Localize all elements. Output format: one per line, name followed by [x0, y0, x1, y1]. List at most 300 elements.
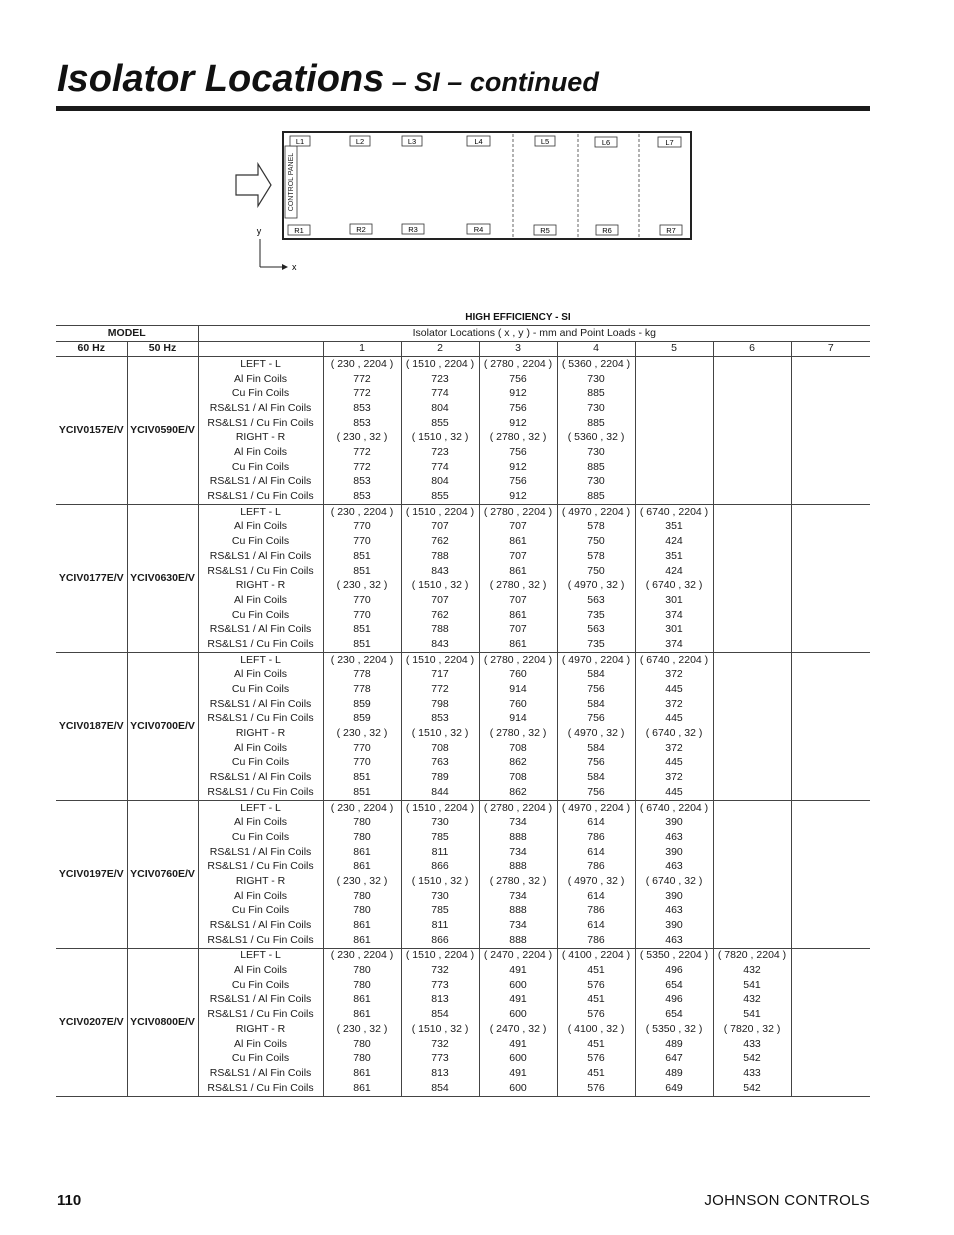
table-cell: [791, 785, 870, 800]
table-cell: [635, 446, 713, 461]
table-cell: 463: [635, 860, 713, 875]
table-cell: 584: [557, 697, 635, 712]
model-60hz: YCIV0207E/V: [56, 948, 127, 1096]
table-cell: [713, 697, 791, 712]
table-cell: 770: [323, 520, 401, 535]
table-cell: 772: [323, 446, 401, 461]
table-cell: 780: [323, 889, 401, 904]
row-label: Al Fin Coils: [198, 964, 323, 979]
table-cell: 707: [479, 623, 557, 638]
page-number: 110: [57, 1192, 82, 1209]
table-cell: ( 2780 , 2204 ): [479, 357, 557, 372]
table-cell: [791, 505, 870, 520]
row-label: Cu Fin Coils: [198, 683, 323, 698]
table-cell: 374: [635, 637, 713, 652]
table-cell: 734: [479, 889, 557, 904]
table-cell: 798: [401, 697, 479, 712]
table-cell: 786: [557, 830, 635, 845]
table-cell: 770: [323, 608, 401, 623]
table-cell: [635, 387, 713, 402]
table-cell: [791, 520, 870, 535]
table-cell: ( 2780 , 32 ): [479, 874, 557, 889]
table-cell: [635, 416, 713, 431]
table-cell: 730: [401, 816, 479, 831]
table-cell: 756: [557, 785, 635, 800]
table-cell: ( 4970 , 32 ): [557, 874, 635, 889]
title-rule: [56, 106, 870, 111]
table-cell: ( 4970 , 32 ): [557, 727, 635, 742]
table-cell: 750: [557, 564, 635, 579]
table-cell: 730: [401, 889, 479, 904]
model-header: MODEL: [56, 326, 198, 342]
table-cell: 463: [635, 933, 713, 948]
isolator-label-r4: [467, 224, 490, 234]
table-cell: [791, 889, 870, 904]
table-cell: 780: [323, 1037, 401, 1052]
isolator-label-l7: [658, 137, 681, 147]
table-cell: 707: [401, 520, 479, 535]
table-cell: 853: [323, 416, 401, 431]
table-cell: 372: [635, 741, 713, 756]
table-cell: 372: [635, 771, 713, 786]
table-cell: 788: [401, 623, 479, 638]
table-cell: 432: [713, 964, 791, 979]
table-cell: 813: [401, 1066, 479, 1081]
table-cell: [713, 520, 791, 535]
table-cell: 563: [557, 623, 635, 638]
table-cell: 734: [479, 845, 557, 860]
table-cell: 760: [479, 668, 557, 683]
column-header-6: 6: [713, 341, 791, 357]
table-cell: ( 4970 , 2204 ): [557, 801, 635, 816]
table-cell: 861: [323, 845, 401, 860]
row-label: Al Fin Coils: [198, 593, 323, 608]
model-50hz: YCIV0590E/V: [127, 357, 198, 505]
table-cell: [791, 816, 870, 831]
table-cell: ( 5350 , 2204 ): [635, 948, 713, 963]
row-label: LEFT - L: [198, 801, 323, 816]
table-cell: 756: [557, 712, 635, 727]
table-cell: 785: [401, 904, 479, 919]
table-cell: [713, 845, 791, 860]
table-cell: [635, 372, 713, 387]
isolator-label-l1: [290, 136, 310, 146]
table-cell: 614: [557, 919, 635, 934]
table-cell: 584: [557, 668, 635, 683]
row-label: RS&LS1 / Cu Fin Coils: [198, 637, 323, 652]
table-cell: 750: [557, 535, 635, 550]
row-label: RS&LS1 / Al Fin Coils: [198, 623, 323, 638]
table-cell: ( 230 , 2204 ): [323, 357, 401, 372]
table-cell: [713, 593, 791, 608]
table-cell: [791, 933, 870, 948]
model-50hz: YCIV0630E/V: [127, 505, 198, 653]
row-label: Cu Fin Coils: [198, 756, 323, 771]
table-cell: [713, 608, 791, 623]
table-cell: 786: [557, 860, 635, 875]
table-cell: [713, 475, 791, 490]
row-label: Cu Fin Coils: [198, 608, 323, 623]
table-row: [56, 948, 870, 963]
table-cell: [791, 357, 870, 372]
svg-text:L7: L7: [665, 138, 674, 147]
table-cell: 786: [557, 933, 635, 948]
table-cell: 861: [479, 608, 557, 623]
row-label: Cu Fin Coils: [198, 387, 323, 402]
table-cell: [713, 830, 791, 845]
table-cell: [791, 401, 870, 416]
table-cell: 707: [479, 520, 557, 535]
model-60hz: YCIV0177E/V: [56, 505, 127, 653]
table-cell: 772: [323, 460, 401, 475]
table-cell: [713, 756, 791, 771]
table-cell: 888: [479, 904, 557, 919]
table-cell: [791, 431, 870, 446]
row-label: LEFT - L: [198, 948, 323, 963]
table-cell: ( 230 , 2204 ): [323, 505, 401, 520]
table-cell: 885: [557, 490, 635, 505]
table-cell: 851: [323, 623, 401, 638]
table-cell: 451: [557, 993, 635, 1008]
table-cell: [791, 830, 870, 845]
table-cell: [713, 416, 791, 431]
model-50hz: YCIV0760E/V: [127, 801, 198, 949]
table-cell: 735: [557, 637, 635, 652]
table-cell: 888: [479, 933, 557, 948]
table-cell: 774: [401, 387, 479, 402]
table-cell: 851: [323, 549, 401, 564]
table-cell: 489: [635, 1037, 713, 1052]
table-cell: ( 230 , 32 ): [323, 579, 401, 594]
table-cell: [713, 741, 791, 756]
table-cell: ( 5360 , 32 ): [557, 431, 635, 446]
row-label: RS&LS1 / Cu Fin Coils: [198, 785, 323, 800]
table-cell: [713, 904, 791, 919]
table-cell: 491: [479, 1066, 557, 1081]
row-label: RS&LS1 / Cu Fin Coils: [198, 712, 323, 727]
row-label: Al Fin Coils: [198, 446, 323, 461]
table-cell: [791, 801, 870, 816]
table-cell: 780: [323, 904, 401, 919]
table-cell: ( 1510 , 32 ): [401, 727, 479, 742]
row-label: RS&LS1 / Al Fin Coils: [198, 697, 323, 712]
table-cell: 770: [323, 535, 401, 550]
table-cell: 861: [323, 933, 401, 948]
table-cell: [713, 801, 791, 816]
isolator-locations-table: [56, 325, 870, 1097]
row-label: RS&LS1 / Al Fin Coils: [198, 845, 323, 860]
isolator-table-section: [56, 311, 870, 1097]
table-cell: 861: [323, 1081, 401, 1096]
table-cell: [791, 845, 870, 860]
table-cell: 861: [479, 564, 557, 579]
row-label: RS&LS1 / Cu Fin Coils: [198, 1008, 323, 1023]
table-cell: 390: [635, 889, 713, 904]
table-cell: 600: [479, 1008, 557, 1023]
table-cell: ( 230 , 32 ): [323, 431, 401, 446]
table-cell: [791, 978, 870, 993]
table-cell: [713, 933, 791, 948]
table-cell: 811: [401, 919, 479, 934]
spec-header: [198, 341, 323, 357]
table-cell: [791, 623, 870, 638]
row-label: RS&LS1 / Al Fin Coils: [198, 993, 323, 1008]
axis-y-label: y: [256, 226, 262, 236]
table-cell: 584: [557, 741, 635, 756]
table-cell: 649: [635, 1081, 713, 1096]
table-cell: [791, 387, 870, 402]
table-cell: [635, 490, 713, 505]
isolator-label-l6: [595, 137, 617, 147]
table-caption: HIGH EFFICIENCY - SI: [465, 312, 571, 323]
table-cell: 707: [401, 593, 479, 608]
table-cell: 730: [557, 372, 635, 387]
table-cell: 374: [635, 608, 713, 623]
row-label: RS&LS1 / Al Fin Coils: [198, 401, 323, 416]
table-cell: 654: [635, 978, 713, 993]
column-header-1: 1: [323, 341, 401, 357]
table-cell: 885: [557, 387, 635, 402]
table-cell: [635, 431, 713, 446]
table-cell: 780: [323, 1052, 401, 1067]
row-label: Cu Fin Coils: [198, 1052, 323, 1067]
table-cell: 734: [479, 816, 557, 831]
svg-text:R4: R4: [473, 225, 484, 234]
table-cell: ( 5360 , 2204 ): [557, 357, 635, 372]
table-cell: [791, 1022, 870, 1037]
table-cell: 433: [713, 1066, 791, 1081]
table-row: [56, 653, 870, 668]
table-cell: 866: [401, 933, 479, 948]
table-cell: [713, 460, 791, 475]
table-row: [56, 801, 870, 816]
table-cell: [713, 874, 791, 889]
table-cell: 723: [401, 446, 479, 461]
table-cell: 730: [557, 446, 635, 461]
table-cell: 861: [323, 919, 401, 934]
locations-header: Isolator Locations ( x , y ) - mm and Point Loads - kg: [198, 326, 870, 342]
isolator-label-l3: [402, 136, 422, 146]
table-cell: 774: [401, 460, 479, 475]
table-cell: [713, 446, 791, 461]
table-cell: [791, 579, 870, 594]
table-cell: 789: [401, 771, 479, 786]
svg-text:L2: L2: [355, 137, 365, 146]
table-cell: ( 1510 , 2204 ): [401, 948, 479, 963]
row-label: RIGHT - R: [198, 727, 323, 742]
table-cell: 772: [323, 387, 401, 402]
table-cell: 445: [635, 683, 713, 698]
table-cell: 301: [635, 593, 713, 608]
row-label: RS&LS1 / Al Fin Coils: [198, 475, 323, 490]
table-cell: ( 6740 , 2204 ): [635, 505, 713, 520]
row-label: RS&LS1 / Al Fin Coils: [198, 549, 323, 564]
row-label: LEFT - L: [198, 505, 323, 520]
table-cell: 756: [557, 756, 635, 771]
isolator-label-l2: [350, 136, 370, 146]
table-cell: 770: [323, 741, 401, 756]
table-cell: 888: [479, 830, 557, 845]
table-cell: 707: [479, 593, 557, 608]
table-cell: [713, 431, 791, 446]
table-cell: [713, 889, 791, 904]
isolator-label-r2: [350, 224, 372, 234]
table-cell: 563: [557, 593, 635, 608]
isolator-label-r5: [534, 225, 556, 235]
footer-brand: JOHNSON CONTROLS: [704, 1192, 870, 1209]
table-cell: [713, 653, 791, 668]
table-cell: 301: [635, 623, 713, 638]
table-cell: 861: [323, 860, 401, 875]
table-cell: 445: [635, 785, 713, 800]
row-label: RIGHT - R: [198, 874, 323, 889]
table-cell: 730: [557, 401, 635, 416]
table-cell: 351: [635, 549, 713, 564]
table-cell: 811: [401, 845, 479, 860]
table-cell: [791, 564, 870, 579]
table-cell: [791, 683, 870, 698]
table-cell: 445: [635, 712, 713, 727]
table-cell: ( 7820 , 2204 ): [713, 948, 791, 963]
isolator-layout-diagram: [230, 128, 700, 278]
table-cell: 756: [479, 372, 557, 387]
table-cell: [791, 860, 870, 875]
table-cell: [791, 964, 870, 979]
table-cell: 489: [635, 1066, 713, 1081]
table-cell: 542: [713, 1081, 791, 1096]
svg-text:R6: R6: [602, 226, 612, 235]
table-cell: 372: [635, 668, 713, 683]
table-cell: [791, 593, 870, 608]
row-label: RS&LS1 / Cu Fin Coils: [198, 564, 323, 579]
table-cell: [713, 490, 791, 505]
row-label: RS&LS1 / Al Fin Coils: [198, 919, 323, 934]
table-cell: 463: [635, 830, 713, 845]
column-header-5: 5: [635, 341, 713, 357]
table-cell: [713, 357, 791, 372]
table-cell: 576: [557, 1052, 635, 1067]
svg-text:R3: R3: [408, 225, 418, 234]
table-cell: [713, 785, 791, 800]
row-label: RIGHT - R: [198, 1022, 323, 1037]
row-label: Al Fin Coils: [198, 520, 323, 535]
table-cell: [791, 1081, 870, 1096]
row-label: RIGHT - R: [198, 579, 323, 594]
isolator-label-r6: [596, 225, 618, 235]
table-cell: [791, 475, 870, 490]
table-cell: [791, 446, 870, 461]
table-cell: ( 2780 , 2204 ): [479, 505, 557, 520]
table-body: [56, 357, 870, 1096]
table-cell: [791, 653, 870, 668]
table-cell: 541: [713, 1008, 791, 1023]
table-cell: 433: [713, 1037, 791, 1052]
row-label: Al Fin Coils: [198, 816, 323, 831]
column-header-3: 3: [479, 341, 557, 357]
row-label: RS&LS1 / Cu Fin Coils: [198, 860, 323, 875]
table-cell: 578: [557, 549, 635, 564]
row-label: Cu Fin Coils: [198, 535, 323, 550]
table-cell: [791, 919, 870, 934]
table-cell: 735: [557, 608, 635, 623]
svg-text:L5: L5: [540, 137, 550, 146]
table-cell: [791, 771, 870, 786]
table-cell: ( 6740 , 32 ): [635, 727, 713, 742]
table-cell: [791, 668, 870, 683]
table-cell: ( 230 , 32 ): [323, 727, 401, 742]
table-cell: 445: [635, 756, 713, 771]
table-cell: 813: [401, 993, 479, 1008]
table-cell: [635, 357, 713, 372]
unit-outline: [283, 132, 691, 239]
table-cell: 914: [479, 712, 557, 727]
table-cell: 773: [401, 978, 479, 993]
table-cell: [791, 874, 870, 889]
control-panel-label: CONTROL PANEL: [288, 152, 295, 212]
table-cell: 762: [401, 608, 479, 623]
page-title-main: Isolator Locations: [57, 58, 385, 100]
hz60-header: 60 Hz: [56, 341, 127, 357]
svg-text:R7: R7: [666, 226, 676, 235]
table-cell: 851: [323, 785, 401, 800]
table-cell: [791, 712, 870, 727]
table-cell: 853: [323, 475, 401, 490]
table-cell: 496: [635, 993, 713, 1008]
isolator-label-l4: [467, 136, 490, 146]
table-cell: ( 4970 , 32 ): [557, 579, 635, 594]
table-cell: ( 6740 , 2204 ): [635, 653, 713, 668]
table-cell: ( 6740 , 2204 ): [635, 801, 713, 816]
table-cell: [791, 741, 870, 756]
table-cell: [713, 549, 791, 564]
table-cell: 912: [479, 387, 557, 402]
table-cell: [791, 948, 870, 963]
table-cell: ( 1510 , 32 ): [401, 874, 479, 889]
table-cell: 780: [323, 830, 401, 845]
table-cell: 732: [401, 964, 479, 979]
table-cell: 600: [479, 1052, 557, 1067]
table-cell: 851: [323, 564, 401, 579]
table-cell: 885: [557, 416, 635, 431]
table-cell: 772: [323, 372, 401, 387]
table-cell: 772: [401, 683, 479, 698]
table-cell: 885: [557, 460, 635, 475]
direction-arrow-icon: [236, 164, 271, 206]
table-cell: ( 4970 , 2204 ): [557, 505, 635, 520]
table-cell: 853: [323, 490, 401, 505]
table-cell: 451: [557, 964, 635, 979]
table-cell: 844: [401, 785, 479, 800]
table-cell: 576: [557, 978, 635, 993]
column-header-2: 2: [401, 341, 479, 357]
table-cell: 851: [323, 771, 401, 786]
table-cell: 600: [479, 978, 557, 993]
table-cell: [791, 460, 870, 475]
table-cell: 780: [323, 978, 401, 993]
table-cell: [791, 993, 870, 1008]
table-cell: 853: [401, 712, 479, 727]
table-cell: [791, 608, 870, 623]
row-label: RIGHT - R: [198, 431, 323, 446]
table-cell: 859: [323, 712, 401, 727]
table-cell: 390: [635, 919, 713, 934]
table-cell: 778: [323, 668, 401, 683]
table-cell: 804: [401, 475, 479, 490]
table-cell: [791, 904, 870, 919]
table-cell: ( 230 , 32 ): [323, 1022, 401, 1037]
table-cell: [791, 1037, 870, 1052]
row-label: LEFT - L: [198, 357, 323, 372]
